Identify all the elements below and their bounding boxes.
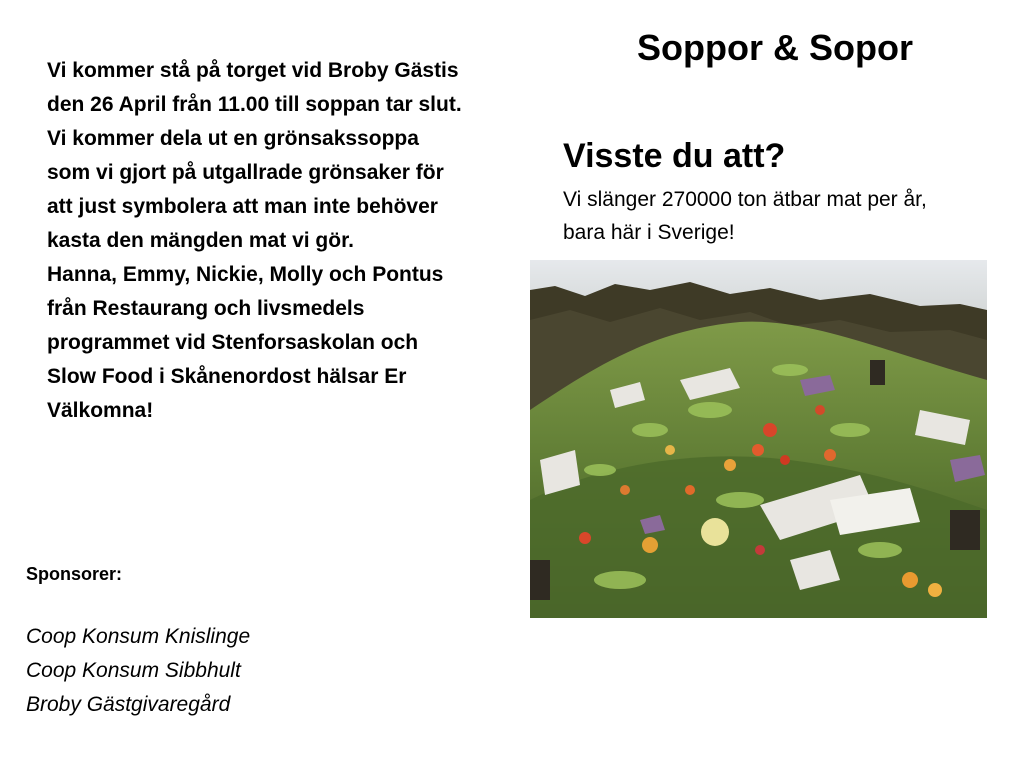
food-waste-illustration [530, 260, 987, 618]
sponsor-item: Coop Konsum Sibbhult [26, 659, 241, 682]
sponsor-item: Broby Gästgivaregård [26, 693, 231, 716]
fact-heading: Visste du att? [563, 137, 786, 175]
event-time-location: Vi kommer stå på torget vid Broby Gästis den 26 April från 11.00 till soppan tar slut. [47, 59, 462, 116]
fact-text: Vi slänger 270000 ton ätbar mat per år, bara här i Sverige! [563, 188, 927, 244]
event-description [47, 54, 467, 428]
event-greeting: Hanna, Emmy, Nickie, Molly och Pontus från Restaurang och livsmedels programmet vid Stenforsaskolan och Slow Food i Skånenordost hälsar Er Välkomna! [47, 263, 444, 422]
event-soup-info: Vi kommer dela ut en grönsakssoppa som vi gjort på utgallrade grönsaker för att just symbolera att man inte behöver kasta den mängden mat vi gör. [47, 127, 444, 252]
food-waste-photo [530, 260, 987, 618]
sponsor-item: Coop Konsum Knislinge [26, 625, 251, 648]
sponsor-list [26, 620, 250, 722]
sponsors-heading: Sponsorer: [26, 564, 123, 584]
page-title: Soppor & Sopor [637, 27, 913, 68]
